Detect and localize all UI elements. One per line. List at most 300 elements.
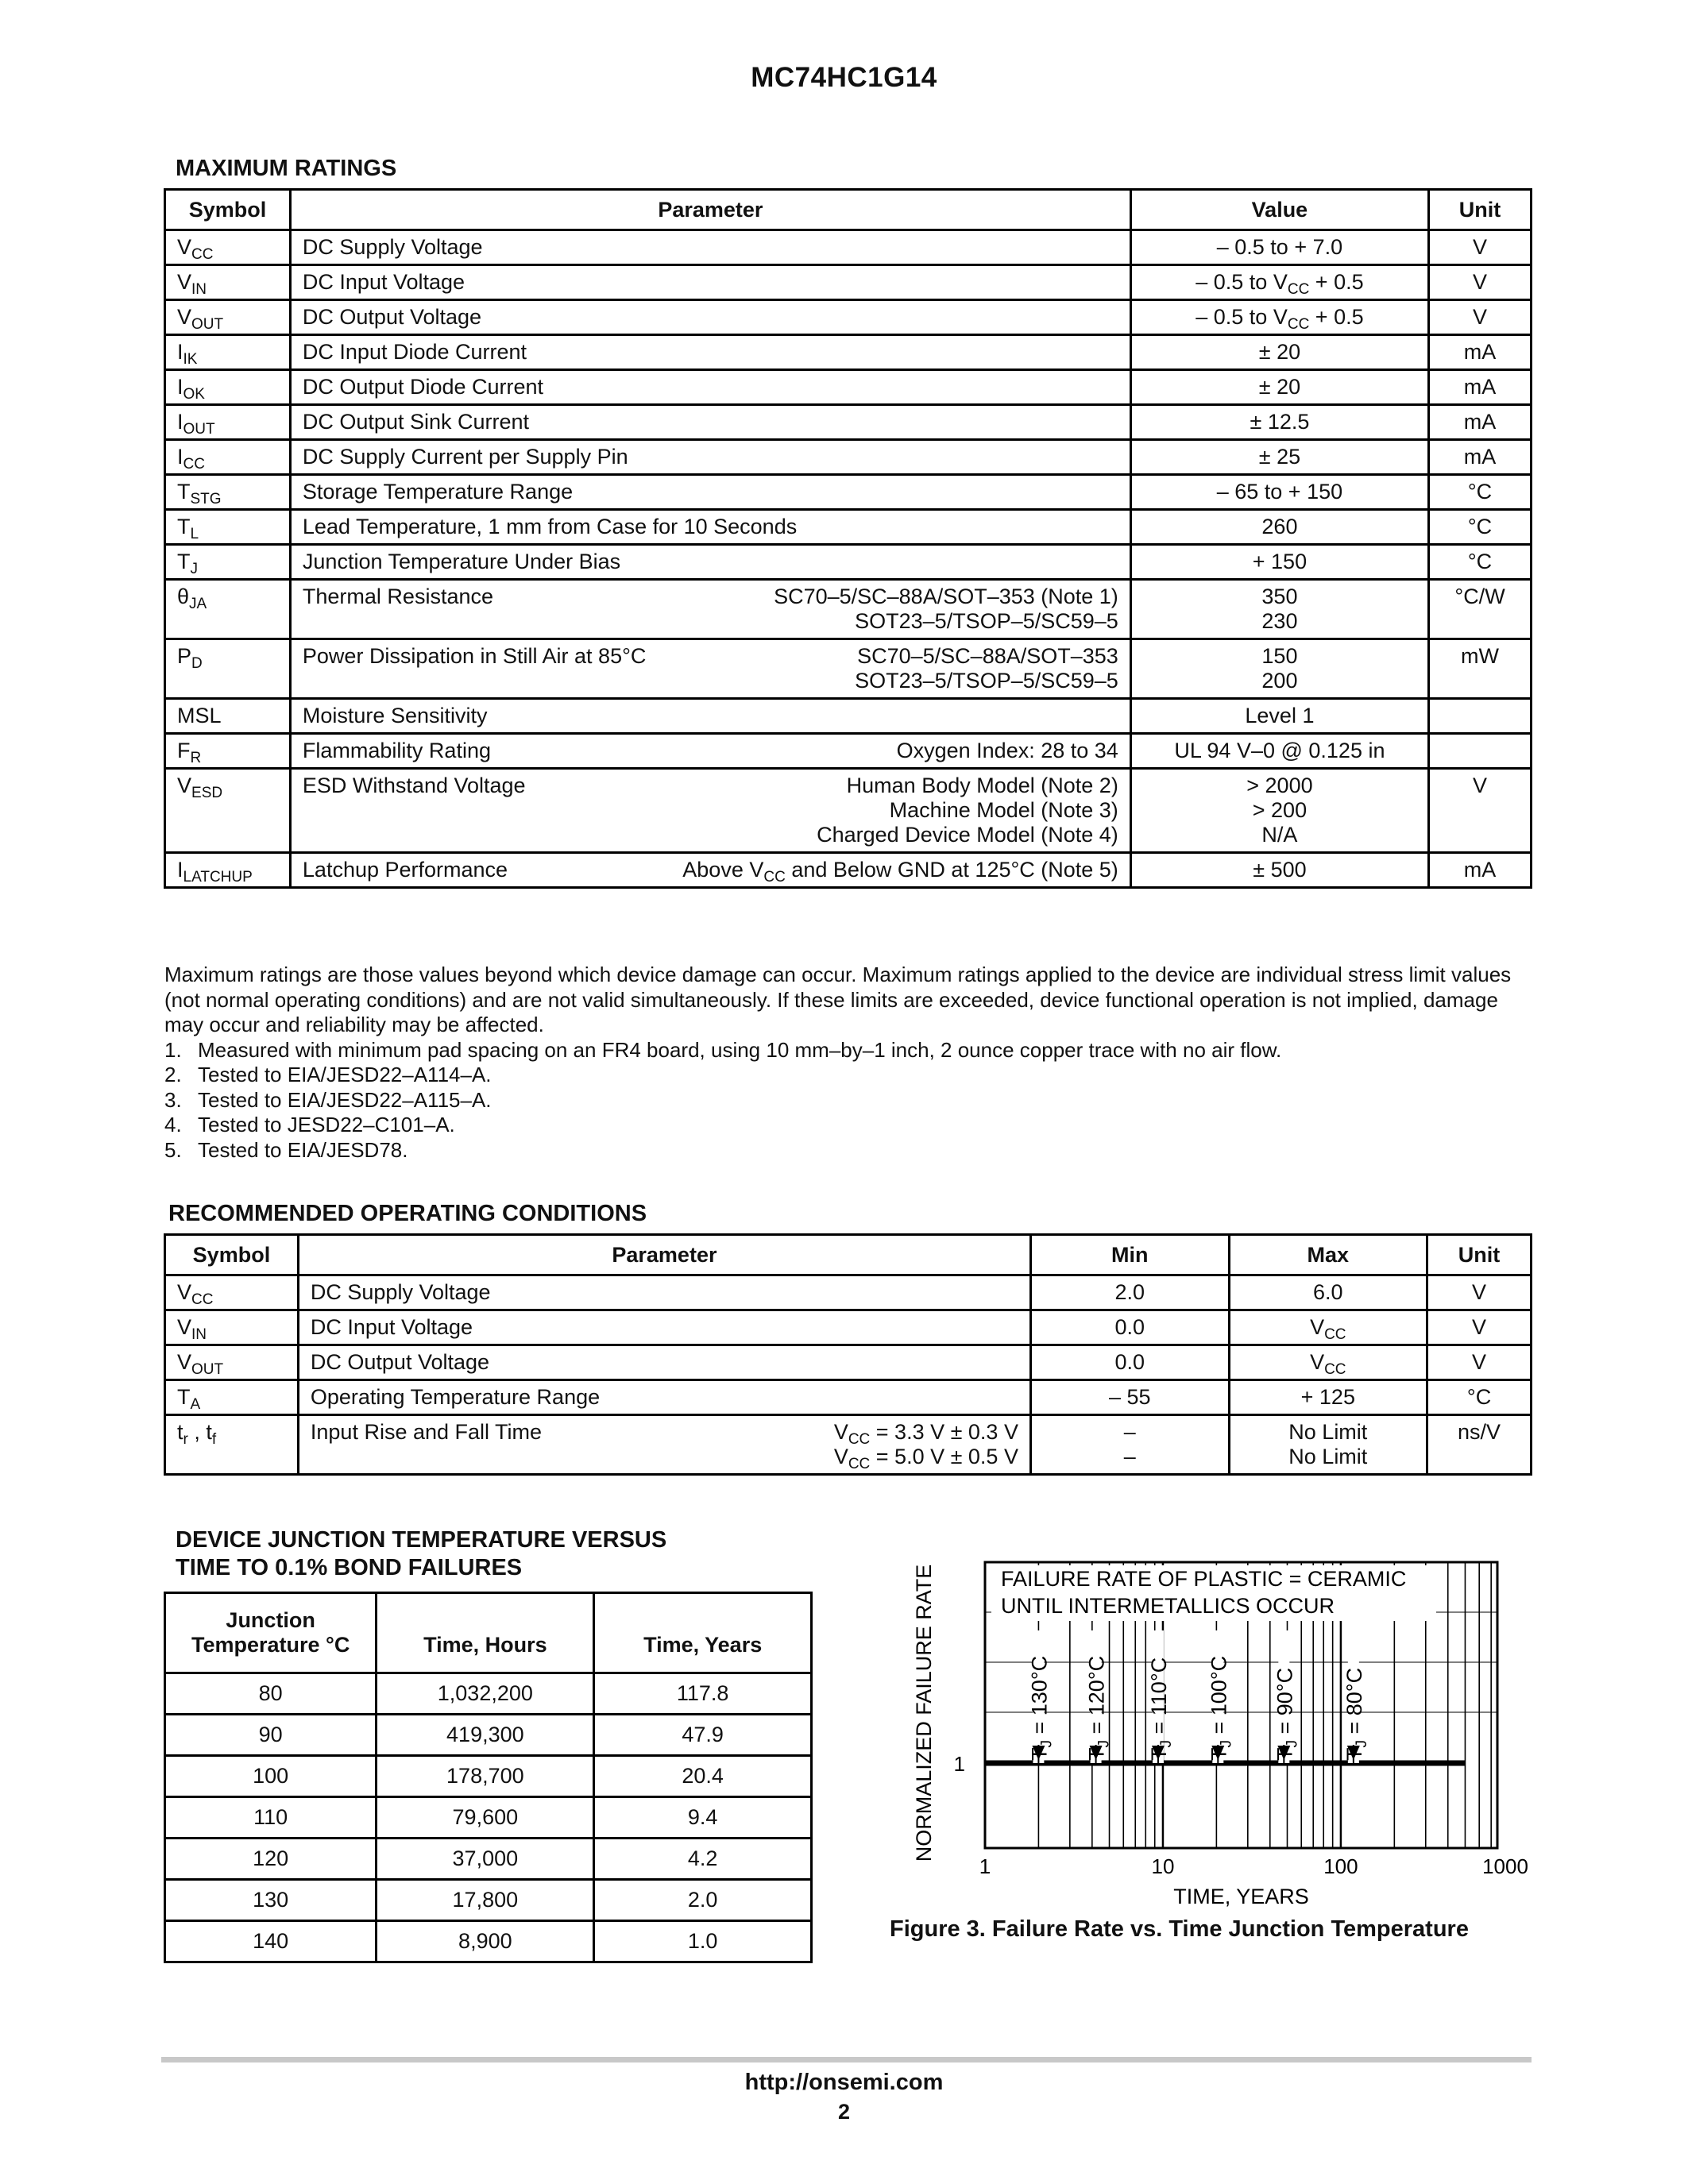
annotation-line1: FAILURE RATE OF PLASTIC = CERAMIC [1001, 1567, 1407, 1591]
symbol-subscript: OUT [183, 421, 215, 438]
symbol-cell [165, 335, 291, 370]
condition-line: Machine Model (Note 3) [889, 798, 1118, 822]
min-cell [1030, 1275, 1229, 1310]
junction-temp-cell: 90 [165, 1715, 377, 1756]
parameter-text: Input Rise and Fall Time [310, 1420, 543, 1444]
parameter-cell [290, 405, 1130, 440]
symbol-subscript: OUT [191, 316, 224, 333]
condition-line: $V_{CC} = 5.0$ V ± 0.5 V [833, 1445, 1018, 1472]
junction-temp-cell: 100 [165, 1756, 377, 1797]
x-axis-label: TIME, YEARS [1173, 1885, 1309, 1908]
value-line: + 150 [1252, 550, 1308, 573]
symbol: T [177, 515, 191, 538]
table-row [165, 734, 1532, 769]
x-tick-label: 10 [1151, 1854, 1175, 1878]
symbol-cell [165, 510, 291, 545]
min-line: 2.0 [1114, 1280, 1145, 1304]
symbol: P [177, 644, 192, 668]
symbol: t [177, 1420, 183, 1444]
value-cell [1130, 510, 1428, 545]
unit-cell: V [1429, 265, 1532, 300]
symbol-cell [165, 1380, 299, 1415]
note-number: 1. [164, 1037, 182, 1062]
col-symbol: Symbol [165, 190, 291, 230]
time-years-cell: 2.0 [594, 1880, 812, 1921]
table-row [165, 769, 1532, 853]
symbol: θ [177, 585, 190, 608]
max-ratings-table [164, 188, 1532, 889]
footer-url[interactable]: http://onsemi.com [744, 2070, 944, 2095]
parameter-cell [290, 699, 1130, 734]
symbol-cell [165, 639, 291, 699]
table-row [165, 545, 1532, 580]
col-parameter: Parameter [290, 190, 1130, 230]
table-row [165, 475, 1532, 510]
condition-line: $V_{CC} = 3.3$ V ± 0.3 V [833, 1420, 1018, 1448]
min-cell [1030, 1310, 1229, 1345]
value-line: ± 25 [1258, 445, 1301, 469]
min-cell [1030, 1345, 1229, 1380]
table-row [165, 510, 1532, 545]
condition-text [833, 1420, 1018, 1472]
x-tick-label: 100 [1323, 1854, 1358, 1878]
unit-cell: V [1427, 1275, 1532, 1310]
symbol: I [177, 858, 183, 882]
junction-temp-cell: 120 [165, 1839, 377, 1880]
symbol-subscript: OUT [191, 1361, 224, 1378]
page-number: 2 [837, 2100, 851, 2124]
rec-op-heading: RECOMMENDED OPERATING CONDITIONS [168, 1201, 647, 1226]
time-years-cell: 1.0 [594, 1921, 812, 1962]
notes-intro: Maximum ratings are those values beyond which device damage can occur. Maximum ratings applied to the device are individual stress limit values (not normal operating conditions) and are not valid simultaneously. If these limits are exceeded, device functional operation is not implied, damage may occur and reliability may be affected. [164, 963, 1512, 1036]
time-years-cell: 4.2 [594, 1839, 812, 1880]
table-row [165, 1380, 1532, 1415]
marker-label: $T_J = 110^\circ C$ [1146, 1657, 1175, 1761]
table-row [165, 1310, 1532, 1345]
table-row [165, 1275, 1532, 1310]
table-row [165, 1673, 812, 1715]
symbol-cell [165, 734, 291, 769]
junction-temp-cell: 130 [165, 1880, 377, 1921]
parameter-cell [290, 300, 1130, 335]
page-title: MC74HC1G14 [751, 62, 937, 93]
max-cell [1229, 1275, 1427, 1310]
value-cell [1130, 230, 1428, 265]
min-cell [1030, 1415, 1229, 1475]
parameter-text: DC Output Voltage [310, 1350, 490, 1374]
condition-line: SOT23–5/TSOP–5/SC59–5 [855, 669, 1118, 693]
symbol-cell [165, 300, 291, 335]
symbol-cell [165, 1310, 299, 1345]
parameter-text: DC Supply Current per Supply Pin [302, 445, 628, 469]
parameter-cell [290, 580, 1130, 639]
bond-heading [176, 1526, 666, 1582]
value-line: 350 [1261, 585, 1298, 608]
table-row [165, 1797, 812, 1839]
parameter-cell [290, 335, 1130, 370]
table-row [165, 639, 1532, 699]
parameter-cell [290, 440, 1130, 475]
bond-table [164, 1592, 813, 1963]
parameter-cell [290, 475, 1130, 510]
symbol-cell [165, 230, 291, 265]
symbol: V [177, 774, 192, 797]
list-item [164, 1113, 1532, 1138]
col-junction-temp-line2: Temperature °C [191, 1633, 350, 1657]
value-cell: – 0.5 to $V_{CC} + 0.5$ [1130, 300, 1428, 335]
condition-text [897, 739, 1118, 763]
symbol: V [177, 235, 192, 259]
unit-cell: °C [1427, 1380, 1532, 1415]
junction-temp-cell: 140 [165, 1921, 377, 1962]
marker-label: $T_J = 90^\circ C$ [1273, 1667, 1301, 1761]
time-years-cell: 20.4 [594, 1756, 812, 1797]
parameter-text: DC Output Sink Current [302, 410, 530, 434]
symbol-subscript: IN [191, 1326, 207, 1343]
marker-label: $T_J = 130^\circ C$ [1027, 1655, 1056, 1761]
value-line: ± 20 [1258, 375, 1301, 399]
unit-cell [1429, 734, 1532, 769]
time-hours-cell: 8,900 [377, 1921, 594, 1962]
note-number: 3. [164, 1087, 182, 1112]
condition-line: Charged Device Model (Note 4) [817, 823, 1118, 847]
unit-cell: °C [1429, 545, 1532, 580]
symbol-cell [165, 545, 291, 580]
parameter-text: Junction Temperature Under Bias [302, 550, 621, 573]
min-line: – 55 [1108, 1385, 1151, 1409]
parameter-text: DC Input Voltage [310, 1315, 473, 1339]
condition-line: SC70–5/SC–88A/SOT–353 (Note 1) [774, 585, 1118, 608]
table-row [165, 230, 1532, 265]
symbol: MSL [177, 704, 222, 727]
time-years-cell: 117.8 [594, 1673, 812, 1715]
condition-text: Above $V_{CC}$ and Below GND at 125°C (Note 5) [682, 858, 1118, 886]
x-tick-label: 1000 [1482, 1854, 1528, 1878]
unit-cell: mW [1429, 639, 1532, 699]
parameter-text: DC Output Voltage [302, 305, 482, 329]
table-row [165, 1756, 812, 1797]
min-line: – [1123, 1445, 1136, 1468]
value-cell [1130, 580, 1428, 639]
parameter-text: Latchup Performance [302, 858, 508, 882]
symbol-cell [165, 699, 291, 734]
table-row [165, 265, 1532, 300]
symbol-subscript: L [190, 526, 199, 542]
time-years-cell: 47.9 [594, 1715, 812, 1756]
symbol-cell [165, 370, 291, 405]
marker-label: $T_J = 120^\circ C$ [1084, 1655, 1113, 1761]
parameter-cell [298, 1345, 1030, 1380]
unit-cell: °C/W [1429, 580, 1532, 639]
parameter-text: DC Supply Voltage [310, 1280, 491, 1304]
symbol: T [177, 550, 191, 573]
symbol: T [177, 1385, 191, 1409]
list-item [164, 1063, 1532, 1088]
note-text: Tested to EIA/JESD22–A115–A. [198, 1087, 492, 1112]
min-cell [1030, 1380, 1229, 1415]
parameter-text: Moisture Sensitivity [302, 704, 488, 727]
bond-heading-line2: TIME TO 0.1% BOND FAILURES [176, 1555, 523, 1580]
symbol: F [177, 739, 191, 762]
unit-cell: V [1427, 1310, 1532, 1345]
parameter-text: Operating Temperature Range [310, 1385, 601, 1409]
max-ratings-heading: MAXIMUM RATINGS [176, 156, 397, 181]
parameter-cell [290, 230, 1130, 265]
unit-cell: V [1427, 1345, 1532, 1380]
value-cell [1130, 405, 1428, 440]
symbol-cell [165, 475, 291, 510]
symbol-subscript: CC [191, 1291, 214, 1308]
y-axis-label: NORMALIZED FAILURE RATE [912, 1564, 936, 1862]
value-cell [1130, 545, 1428, 580]
parameter-text: ESD Withstand Voltage [302, 774, 526, 797]
value-line: 200 [1261, 669, 1298, 693]
note-text: Tested to EIA/JESD22–A114–A. [198, 1063, 492, 1086]
parameter-cell [298, 1310, 1030, 1345]
parameter-cell [290, 510, 1130, 545]
unit-cell: mA [1429, 335, 1532, 370]
symbol: I [177, 445, 183, 469]
col-max: Max [1229, 1235, 1427, 1275]
value-line: 230 [1261, 609, 1298, 633]
time-years-cell: 9.4 [594, 1797, 812, 1839]
parameter-cell [290, 370, 1130, 405]
max-line: + 125 [1300, 1385, 1355, 1409]
list-item [164, 1038, 1532, 1063]
symbol-cell [165, 580, 291, 639]
value-cell [1130, 769, 1428, 853]
col-time-years: Time, Years [594, 1593, 812, 1673]
table-row [165, 699, 1532, 734]
y-tick-label: 1 [953, 1752, 965, 1776]
value-line: ± 12.5 [1250, 410, 1310, 434]
symbol-subscript: A [190, 1396, 201, 1413]
parameter-text: Thermal Resistance [302, 585, 493, 608]
min-line: 0.0 [1114, 1315, 1145, 1339]
parameter-cell [290, 639, 1130, 699]
parameter-text: Power Dissipation in Still Air at 85°C [302, 644, 647, 668]
value-cell [1130, 734, 1428, 769]
symbol: I [177, 340, 183, 364]
time-hours-cell: 17,800 [377, 1880, 594, 1921]
condition-line: SC70–5/SC–88A/SOT–353 [857, 644, 1118, 668]
table-row [165, 1715, 812, 1756]
table-row [165, 1880, 812, 1921]
symbol-subscript: CC [183, 456, 205, 473]
symbol-cell [165, 1275, 299, 1310]
max-cell: $V_{CC}$ [1229, 1345, 1427, 1380]
footer-divider [161, 2057, 1532, 2062]
annotation-line2: UNTIL INTERMETALLICS OCCUR [1001, 1594, 1335, 1618]
symbol-cell [165, 265, 291, 300]
symbol: I [177, 410, 183, 434]
unit-cell: °C [1429, 510, 1532, 545]
parameter-text: DC Input Voltage [302, 270, 465, 294]
parameter-text: Storage Temperature Range [302, 480, 574, 504]
symbol-subscript: LATCHUP [183, 869, 253, 886]
unit-cell: V [1429, 300, 1532, 335]
unit-cell [1429, 699, 1532, 734]
symbol: , t [187, 1420, 212, 1444]
min-line: – [1123, 1420, 1136, 1444]
symbol-subscript: f [211, 1431, 217, 1448]
col-symbol: Symbol [165, 1235, 299, 1275]
symbol-cell [165, 853, 291, 888]
unit-cell: mA [1429, 440, 1532, 475]
value-cell [1130, 853, 1428, 888]
max-line: No Limit [1288, 1445, 1368, 1468]
max-cell: $V_{CC}$ [1229, 1310, 1427, 1345]
symbol-subscript: r [183, 1431, 188, 1448]
marker-label: $T_J = 100^\circ C$ [1207, 1655, 1235, 1761]
note-number: 4. [164, 1113, 182, 1136]
parameter-cell [290, 853, 1130, 888]
symbol-subscript: IK [183, 351, 198, 368]
value-line: UL 94 V–0 @ 0.125 in [1174, 739, 1385, 762]
value-line: N/A [1261, 823, 1298, 847]
time-hours-cell: 79,600 [377, 1797, 594, 1839]
note-number: 5. [164, 1137, 182, 1162]
value-line: > 200 [1252, 798, 1308, 822]
max-cell [1229, 1380, 1427, 1415]
col-junction-temp-line1: Junction [226, 1608, 315, 1632]
value-line: > 2000 [1246, 774, 1313, 797]
note-text: Tested to JESD22–C101–A. [198, 1113, 455, 1136]
symbol-subscript: STG [190, 491, 222, 507]
symbol-cell [165, 405, 291, 440]
col-time-hours: Time, Hours [377, 1593, 594, 1673]
condition-line: Human Body Model (Note 2) [846, 774, 1118, 797]
time-hours-cell: 1,032,200 [377, 1673, 594, 1715]
value-cell: – 0.5 to $V_{CC} + 0.5$ [1130, 265, 1428, 300]
col-unit: Unit [1429, 190, 1532, 230]
symbol-cell [165, 769, 291, 853]
col-min: Min [1030, 1235, 1229, 1275]
figure-caption: Figure 3. Failure Rate vs. Time Junction Temperature [890, 1916, 1469, 1942]
symbol: V [177, 305, 192, 329]
symbol-subscript: D [191, 655, 203, 672]
condition-text [774, 585, 1118, 634]
symbol-subscript: OK [183, 386, 205, 403]
symbol: V [177, 1350, 192, 1374]
max-cell [1229, 1415, 1427, 1475]
list-item [164, 1088, 1532, 1113]
time-hours-cell: 178,700 [377, 1756, 594, 1797]
symbol-subscript: JA [189, 596, 207, 612]
table-row [165, 440, 1532, 475]
value-line: 150 [1261, 644, 1298, 668]
symbol-subscript: CC [191, 246, 214, 263]
table-row [165, 300, 1532, 335]
table-row [165, 335, 1532, 370]
list-item [164, 1138, 1532, 1163]
parameter-cell [298, 1275, 1030, 1310]
time-hours-cell: 419,300 [377, 1715, 594, 1756]
parameter-text: DC Output Diode Current [302, 375, 544, 399]
value-line: – 0.5 to + 7.0 [1216, 235, 1343, 259]
table-row [165, 853, 1532, 888]
parameter-cell [290, 265, 1130, 300]
col-parameter: Parameter [298, 1235, 1030, 1275]
value-cell [1130, 639, 1428, 699]
parameter-cell [290, 545, 1130, 580]
junction-temp-cell: 80 [165, 1673, 377, 1715]
value-line: – 65 to + 150 [1216, 480, 1343, 504]
value-line: 260 [1261, 515, 1298, 538]
condition-line: SOT23–5/TSOP–5/SC59–5 [855, 609, 1118, 633]
table-row [165, 1345, 1532, 1380]
value-line: ± 500 [1253, 858, 1307, 882]
symbol: T [177, 480, 191, 504]
bond-heading-line1: DEVICE JUNCTION TEMPERATURE VERSUS [176, 1527, 667, 1553]
symbol-subscript: R [190, 750, 202, 766]
failure-rate-chart [874, 1533, 1589, 1908]
symbol: V [177, 1315, 192, 1339]
max-line: 6.0 [1313, 1280, 1343, 1304]
min-line: 0.0 [1114, 1350, 1145, 1374]
note-number: 2. [164, 1063, 182, 1086]
value-line: Level 1 [1245, 704, 1315, 727]
rec-op-table [164, 1233, 1532, 1476]
condition-line: Oxygen Index: 28 to 34 [896, 739, 1118, 762]
parameter-cell [298, 1380, 1030, 1415]
parameter-text: Flammability Rating [302, 739, 491, 762]
parameter-text: DC Supply Voltage [302, 235, 483, 259]
table-row [165, 580, 1532, 639]
value-line: ± 20 [1258, 340, 1301, 364]
table-row [165, 1921, 812, 1962]
unit-cell: ns/V [1427, 1415, 1532, 1475]
max-line: No Limit [1288, 1420, 1368, 1444]
table-row [165, 405, 1532, 440]
table-row [165, 370, 1532, 405]
symbol-cell [165, 1345, 299, 1380]
symbol: V [177, 270, 192, 294]
col-junction-temp [165, 1593, 377, 1673]
marker-label: $T_J = 80^\circ C$ [1342, 1667, 1370, 1761]
symbol-cell [165, 440, 291, 475]
symbol: I [177, 375, 183, 399]
symbol-subscript: IN [191, 281, 207, 298]
parameter-cell [290, 734, 1130, 769]
value-cell [1130, 335, 1428, 370]
unit-cell: mA [1429, 370, 1532, 405]
condition-text [855, 644, 1118, 693]
unit-cell: V [1429, 230, 1532, 265]
table-row [165, 1839, 812, 1880]
symbol: V [177, 1280, 192, 1304]
parameter-cell [298, 1415, 1030, 1475]
parameter-text: Lead Temperature, 1 mm from Case for 10 Seconds [302, 515, 798, 538]
parameter-cell [290, 769, 1130, 853]
symbol-cell [165, 1415, 299, 1475]
note-text: Tested to EIA/JESD78. [198, 1137, 408, 1162]
unit-cell: V [1429, 769, 1532, 853]
value-cell [1130, 699, 1428, 734]
symbol-subscript: ESD [191, 785, 223, 801]
x-tick-label: 1 [979, 1854, 991, 1878]
note-text: Measured with minimum pad spacing on an FR4 board, using 10 mm–by–1 inch, 2 ounce copper trace with no air flow. [198, 1037, 1282, 1062]
time-hours-cell: 37,000 [377, 1839, 594, 1880]
col-value: Value [1130, 190, 1428, 230]
unit-cell: mA [1429, 853, 1532, 888]
value-cell [1130, 475, 1428, 510]
unit-cell: °C [1429, 475, 1532, 510]
value-cell [1130, 370, 1428, 405]
junction-temp-cell: 110 [165, 1797, 377, 1839]
col-unit: Unit [1427, 1235, 1532, 1275]
max-ratings-notes [164, 963, 1532, 1163]
